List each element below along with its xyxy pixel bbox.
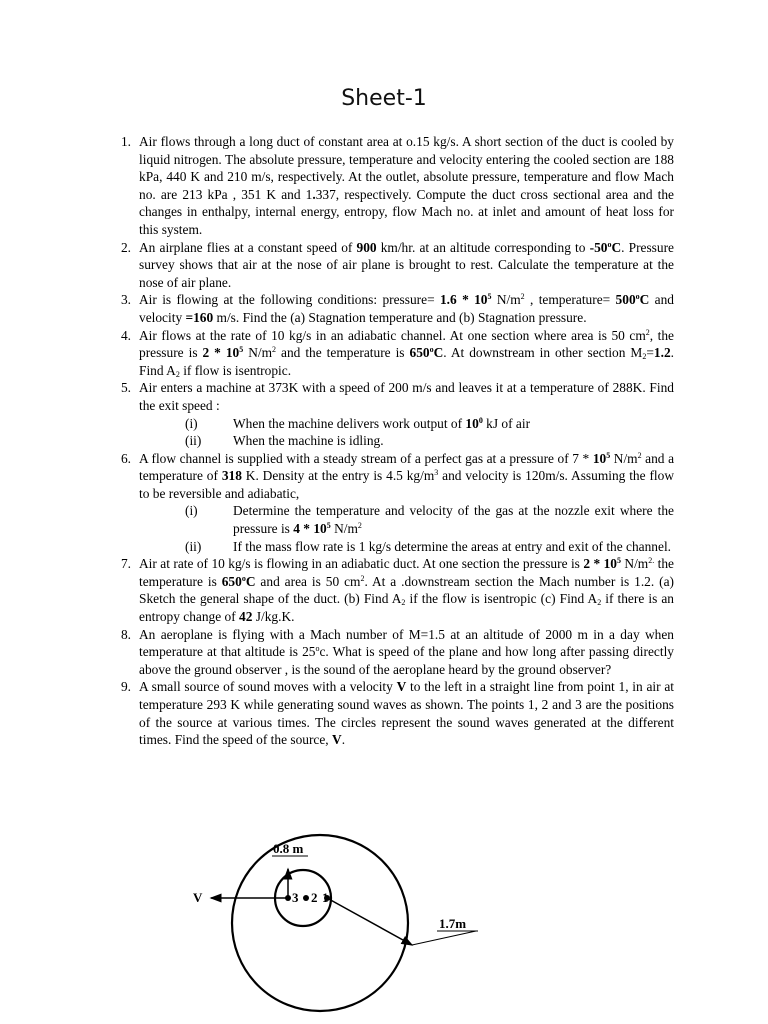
sub-number: (ii)	[185, 538, 202, 554]
outer-radius-label: 1.7m	[439, 916, 467, 931]
problem-2	[139, 239, 674, 292]
problem-7	[139, 555, 674, 625]
page-title: Sheet-1	[341, 86, 427, 111]
point-2-label: 2	[311, 890, 318, 905]
sub-text: When the machine is idling.	[233, 433, 384, 449]
problem-3	[139, 291, 674, 326]
problem-5	[139, 379, 674, 449]
problem-9-text: A small source of sound moves with a velocity V to the left in a straight line from point 1, in air at temperature 293 K while generating sound waves as shown. The points 1, 2 and 3 are the positions of the source at various times. The circles represent the sound waves generated at the different times. Find the speed of the source, V.	[139, 679, 675, 748]
problem-3-text: Air is flowing at the following conditions: pressure= $1.6 * 10^5$ $N/m^2$ , temperature= $500^oC$ and velocity =160 m/s. Find the (a) Stagnation temperature and (b) Stagnation pressure.	[139, 292, 674, 325]
sub-number: (i)	[185, 503, 198, 519]
problem-7-text: Air at rate of 10 kg/s is flowing in an adiabatic duct. At one section the pressure is $2 * 10^5$ $N/m^{2.}$ the temperature is 650$^o$C and area is 50 $cm^2$. At a .downstream section the Mach number is 1.2. (a) Sketch the general shape of the duct. (b) Find $A_2$ if the flow is isentropic (c) Find $A_2$ if there is an entropy change of 42 J/kg.K.	[139, 556, 675, 625]
outer-radius-line	[327, 898, 412, 945]
inner-radius-label: 0.8 m	[273, 841, 304, 856]
sub-text: If the mass flow rate is 1 kg/s determine the areas at entry and exit of the channel.	[233, 538, 672, 554]
problem-5-text: Air enters a machine at 373K with a speed of 200 m/s and leaves it at a temperature of 288K. Find the exit speed :	[139, 380, 674, 413]
sub-text: When the machine delivers work output of $10^0$ kJ of air	[233, 415, 531, 431]
problem-8-text: An aeroplane is flying with a Mach number of M=1.5 at an altitude of 2000 m in a day when temperature at that altitude is 25$^o$c. What is speed of the plane and how long after passing directly above the ground observer , is the sound of the aeroplane heard by the ground observer?	[139, 626, 675, 677]
problem-1-text: Air flows through a long duct of constant area at o.15 kg/s. A short section of the duct is cooled by liquid nitrogen. The absolute pressure, temperature and velocity entering the cooled section are 188 kPa, 440 K and 210 m/s, respectively. At the outlet, absolute pressure, temperature and flow Mach no. are 213 kPa , 351 K and 1.337, respectively. Compute the duct cross sectional area and the changes in enthalpy, internal energy, entropy, flow Mach no. at inlet and amount of heat loss for this system.	[139, 134, 675, 237]
problem-5-sub-ii	[139, 432, 674, 450]
point-1-label: 1	[322, 890, 329, 905]
velocity-label: V	[193, 890, 203, 905]
problem-8	[139, 626, 674, 679]
sub-number: (i)	[185, 415, 198, 431]
sub-text: Determine the temperature and velocity of the gas at the nozzle exit where the pressure is $4 * 10^5$ $N/m^2$	[233, 503, 674, 537]
problem-list	[139, 133, 674, 749]
problem-1	[139, 133, 674, 239]
problem-6	[139, 450, 674, 556]
problem-6-text: A flow channel is supplied with a steady stream of a perfect gas at a pressure of $7 * 10^5$ $N/m^2$ and a temperature of 318 K. Density at the entry is 4.5 $kg/m^3$ and velocity is 120m/s. Assuming the flow to be reversible and adiabatic,	[139, 450, 675, 501]
point-2-marker	[303, 895, 309, 901]
outer-wave-circle	[232, 835, 408, 1011]
problem-6-sub-ii	[139, 538, 674, 556]
outer-radius-label-line	[412, 931, 476, 945]
problem-6-sub-i	[139, 502, 674, 537]
problem-9	[139, 678, 674, 748]
point-3-marker	[285, 895, 291, 901]
sound-wave-figure	[180, 825, 500, 1020]
problem-2-text: An airplane flies at a constant speed of 900 km/hr. at an altitude corresponding to -50$^o$C. Pressure survey shows that air at the nose of air plane is brought to rest. Calculate the temperature at the nose of air plane.	[139, 239, 674, 290]
point-3-label: 3	[292, 890, 299, 905]
sub-number: (ii)	[185, 433, 202, 449]
problem-5-sub-i	[139, 415, 674, 433]
problem-4-text: Air flows at the rate of 10 kg/s in an adiabatic channel. At one section where area is 50 $cm^2$, the pressure is $2 * 10^5$ $N/m^2$ and the temperature is 650$^o$C. At downstream in other section $M_2=1.2$. Find $A_2$ if flow is isentropic.	[139, 327, 675, 379]
problem-4	[139, 327, 674, 380]
